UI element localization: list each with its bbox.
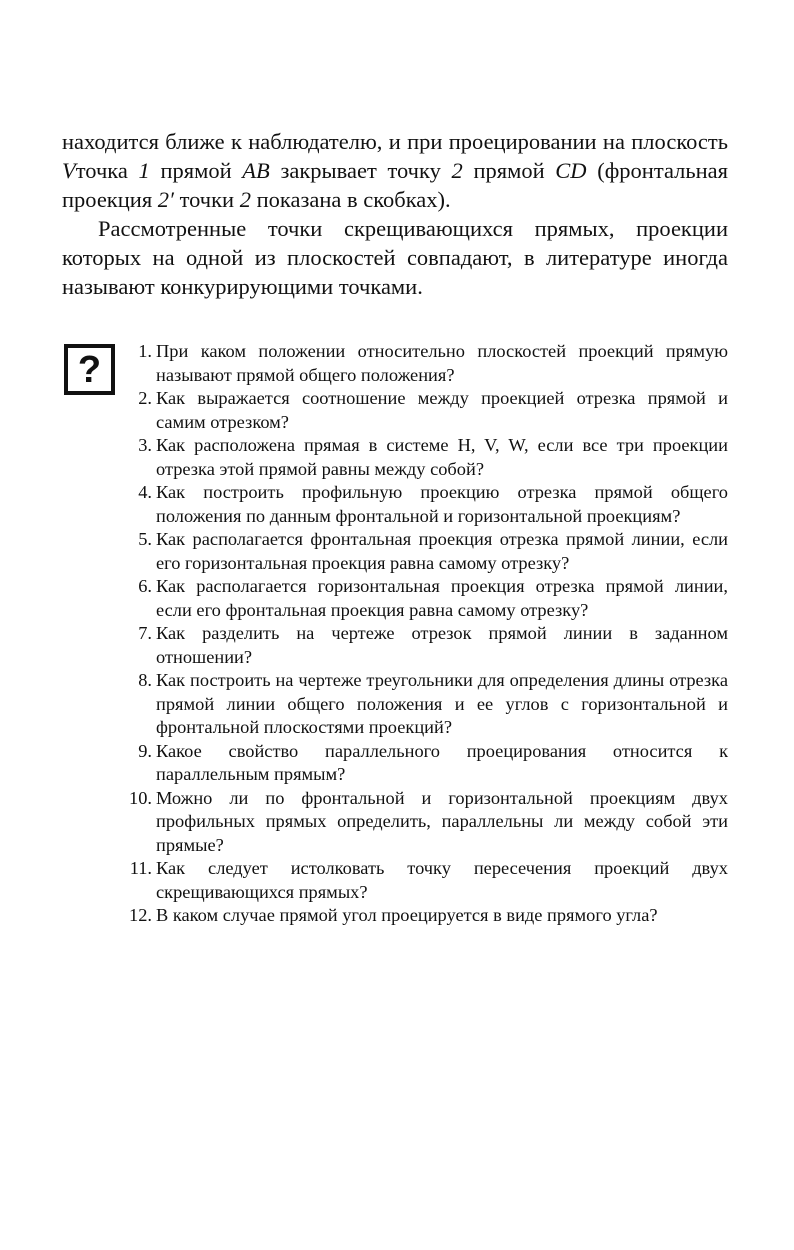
question-number: 5. [138,529,152,549]
question-number: 7. [138,623,152,643]
question-text: Как выражается соотношение между проекцией отрезка прямой и самим отрезком? [156,388,728,432]
text-run: прямой [149,158,243,183]
intro-paragraph-1 [62,127,728,214]
question-number: 3. [138,435,152,455]
question-text: В каком случае прямой угол проецируется в виде прямого угла? [156,905,658,925]
line-label: AB [242,158,270,183]
question-text: Можно ли по фронтальной и горизонтальной проекциям двух профильных прямых определить, параллельны ли между собой эти прямые? [156,787,728,855]
plane-label: V [62,158,76,183]
question-number: 6. [138,576,152,596]
intro-paragraph-2: Рассмотренные точки скрещивающихся прямых, проекции которых на одной из плоскостей совпадают, в литературе иногда называют конкурирующими точками. [62,216,728,299]
question-text: Как располагается фронтальная проекция отрезка прямой линии, если его горизонтальная проекция равна самому отрезку? [156,529,728,573]
text-run: прямой [462,158,556,183]
question-text: Какое свойство параллельного проецирования относится к параллельным прямым? [156,740,728,784]
question-number: 1. [138,341,152,361]
question-item [120,787,728,858]
question-number: 10. [129,787,152,808]
point-label: 2′ [157,187,174,212]
text-run: точки [173,187,240,212]
text-run: точка [75,158,139,183]
question-number: 11. [129,858,152,878]
question-item [120,622,728,669]
question-item [120,575,728,622]
question-number: 12. [129,905,152,925]
intro-text [62,127,728,301]
question-number: 4. [138,482,152,502]
point-label: 1 [138,158,150,183]
question-item [120,340,728,387]
question-number: 9. [138,740,152,761]
question-mark-glyph: ? [77,348,102,391]
text-run: (фронтальная проекция [62,158,728,212]
question-text: Как разделить на чертеже отрезок прямой линии в заданном отношении? [156,623,728,667]
text-run: закрывает точку [269,158,452,183]
text-run: находится ближе к наблюдателю, и при проецировании на плоскость [62,129,728,154]
question-item [120,669,728,740]
review-questions-list [120,340,728,928]
point-label: 2 [451,158,463,183]
question-text: Как следует истолковать точку пересечения проекций двух скрещивающихся прямых? [156,858,728,902]
question-text: Как построить профильную проекцию отрезка прямой общего положения по данным фронтальной и горизонтальной проекциям? [156,482,728,526]
question-mark-icon [64,344,115,395]
question-number: 2. [138,388,152,408]
question-text: Как располагается горизонтальная проекция отрезка прямой линии, если его фронтальная проекция равна самому отрезку? [156,576,728,620]
question-text: Как построить на чертеже треугольники для определения длины отрезка прямой линии общего положения и ее углов с горизонтальной и фронтальной плоскостями проекций? [156,670,728,737]
question-item [120,857,728,904]
point-label: 2 [239,187,251,212]
question-item [120,740,728,787]
question-item [120,434,728,481]
question-text: При каком положении относительно плоскостей проекций прямую называют прямой общего положения? [156,341,728,385]
question-item [120,387,728,434]
question-item [120,481,728,528]
question-number: 8. [138,670,152,690]
line-label: CD [555,158,587,183]
question-text: Как расположена прямая в системе H, V, W, если все три проекции отрезка этой прямой равны между собой? [156,435,728,479]
question-item [120,904,728,928]
text-run: показана в скобках). [250,187,451,212]
question-item [120,528,728,575]
